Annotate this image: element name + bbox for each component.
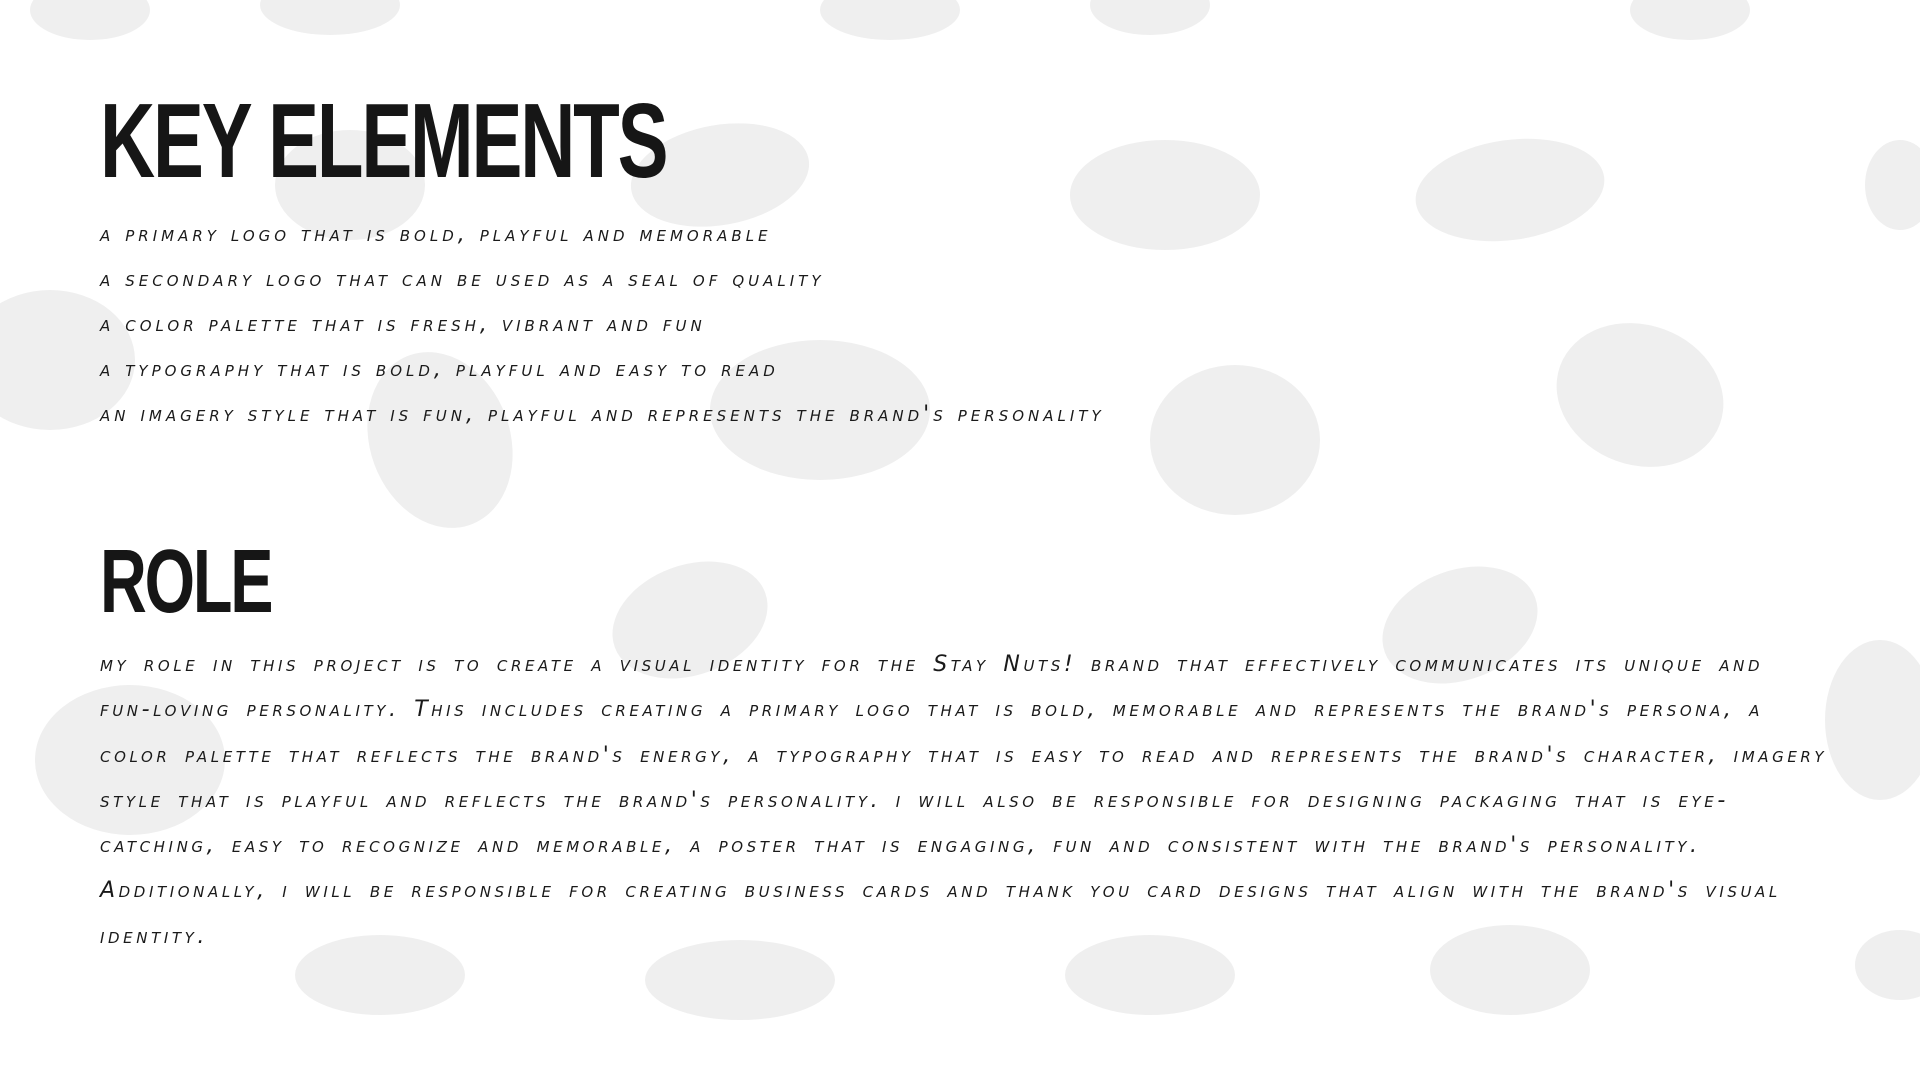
list-item: an imagery style that is fun, playful and represents the brand's personality [100, 402, 1105, 427]
list-item: a primary logo that is bold, playful and memorable [100, 222, 772, 247]
key-elements-heading: KEY ELEMENTS [100, 82, 667, 200]
key-elements-list [100, 212, 1240, 437]
list-item: a color palette that is fresh, vibrant and fun [100, 312, 706, 337]
role-heading: ROLE [100, 532, 272, 632]
list-item: a secondary logo that can be used as a seal of quality [100, 267, 825, 292]
list-item: a typography that is bold, playful and easy to read [100, 357, 779, 382]
role-paragraph: my role in this project is to create a visual identity for the Stay Nuts! brand that effectively communicates its unique and fun-loving personality. This includes creating a primary logo that is bold, memorable and represents the brand's persona, a color palette that reflects the brand's energy, a typography that is easy to read and represents the brand's character, imagery style that is playful and reflects the brand's personality. i will also be responsible for designing packaging that is eye-catching, easy to recognize and memorable, a poster that is engaging, fun and consistent with the brand's personality. Additionally, i will be responsible for creating business cards and thank you card designs that align with the brand's visual identity. [100, 652, 1828, 949]
